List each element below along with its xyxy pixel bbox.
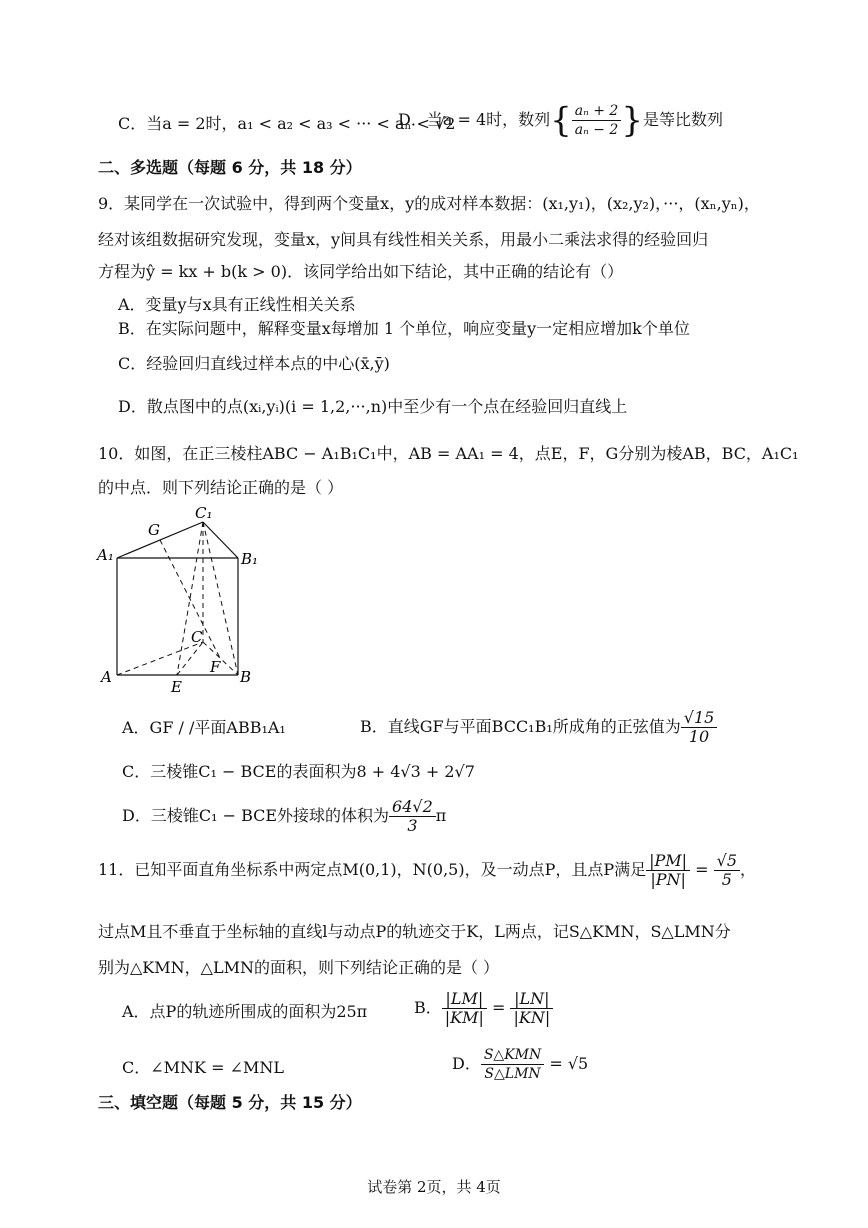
q9-option-a: A．变量y与x具有正线性相关关系 [118,295,356,314]
q10-option-b [360,709,717,746]
label-f: F [210,658,221,676]
q11-line-1-prefix: 11．已知平面直角坐标系中两定点M(0,1)，N(0,5)，及一动点P，且点P满足 [98,860,647,879]
section-3-heading: 三、填空题（每题 5 分，共 15 分） [98,1093,362,1112]
label-c: C [191,628,203,646]
q11-option-b [414,990,553,1027]
q11-ratio-right [714,852,740,889]
q10-option-b-numerator: √15 [681,709,718,728]
q11-ratio-right-den: 5 [721,870,732,889]
q11-option-b-right-num: |LN| [510,990,553,1009]
label-g: G [148,521,160,539]
segment-e-c [177,642,203,675]
label-b1: B₁ [241,550,259,568]
q11-ratio-left-num: |PM| [646,852,690,871]
q11-option-d-den: S△LMN [484,1066,541,1082]
q10-option-b-denominator: 10 [688,727,710,746]
q10-option-d-suffix: π [435,806,447,825]
q11-equals: = [690,860,714,879]
q11-line-2: 过点M且不垂直于坐标轴的直线l与动点P的轨迹交于K，L两点，记S△KMN，S△LMN分 [98,922,731,941]
q8-option-c: C．当a = 2时，a₁ < a₂ < a₃ < ··· < aₙ < √2 [118,114,456,133]
q10-option-a: A．GF / /平面ABB₁A₁ [122,718,286,737]
q8-option-d-fraction [572,102,622,139]
q10-option-d-numerator: 64√2 [389,798,436,817]
q11-option-d-fraction [481,1046,544,1083]
segment-c1-b [203,522,238,675]
q10-option-b-fraction [681,709,718,746]
q11-option-d-num: S△KMN [481,1046,544,1065]
left-brace: { [550,100,572,141]
q11-option-b-equals: = [486,998,511,1017]
q11-line-1 [98,852,756,889]
q10-option-b-prefix: B．直线GF与平面BCC₁B₁所成角的正弦值为 [360,717,681,736]
label-b: B [240,668,252,686]
q10-option-d [122,798,446,835]
q8-option-d-suffix: 是等比数列 [642,110,723,129]
page-footer: 试卷第 2页，共 4页 [367,1178,501,1196]
q11-line-3: 别为△KMN，△LMN的面积，则下列结论正确的是（ ） [98,958,500,977]
q11-option-d-suffix: = √5 [544,1054,589,1073]
label-c1: C₁ [195,504,213,522]
label-a1: A₁ [97,546,114,564]
q10-option-d-denominator: 3 [407,816,418,835]
q11-option-b-right [510,990,553,1027]
q8-option-d-numerator: aₙ + 2 [572,102,622,121]
q10-option-d-prefix: D．三棱锥C₁ − BCE外接球的体积为 [122,806,390,825]
q11-option-d-prefix: D． [452,1054,481,1073]
q9-line-2: 经对该组数据研究发现，变量x，y间具有线性相关关系，用最小二乘法求得的经验回归 [98,230,709,249]
q9-line-1: 9．某同学在一次试验中，得到两个变量x，y的成对样本数据：(x₁,y₁)，(x₂,y₂)，···，(xₙ,yₙ)， [98,194,760,213]
q10-line-2: 的中点．则下列结论正确的是（ ） [98,478,344,497]
label-e: E [171,678,182,696]
q11-option-b-left-den: |KM| [444,1008,484,1027]
q11-option-d [452,1046,588,1083]
q10-line-1: 10．如图，在正三棱柱ABC − A₁B₁C₁中，AB = AA₁ = 4，点E，F，G分别为棱AB，BC，A₁C₁ [98,444,799,463]
q11-option-b-left [442,990,487,1027]
q10-option-d-fraction [389,798,436,835]
q9-option-b: B．在实际问题中，解释变量x每增加 1 个单位，响应变量y一定相应增加k个单位 [118,319,690,338]
q11-line-1-suffix: ， [740,860,757,879]
edge-c-b [203,642,238,675]
q9-option-d: D．散点图中的点(xᵢ,yᵢ)(i = 1,2,···,n)中至少有一个点在经验回归直线上 [118,397,628,416]
q9-line-3: 方程为ŷ = kx + b(k > 0)．该同学给出如下结论，其中正确的结论有（） [98,262,624,281]
label-a: A [101,668,112,686]
right-brace: } [621,100,643,141]
edge-c1-b1 [203,522,238,558]
q11-option-c: C．∠MNK = ∠MNL [122,1058,284,1077]
prism-figure [95,500,275,700]
q10-option-c: C．三棱锥C₁ − BCE的表面积为8 + 4√3 + 2√7 [122,762,475,781]
q11-ratio-right-num: √5 [714,852,740,871]
q11-ratio-left [646,852,690,889]
section-2-heading: 二、多选题（每题 6 分，共 18 分） [98,158,362,177]
q11-option-b-prefix: B． [414,998,442,1017]
q9-option-c: C．经验回归直线过样本点的中心(x̄,ȳ) [118,354,390,373]
q8-option-d-prefix: D．当a = 4时，数列 [398,110,551,129]
q8-option-d-denominator: aₙ − 2 [574,122,619,138]
q11-option-b-right-den: |KN| [513,1008,551,1027]
q11-ratio-left-den: |PN| [650,870,686,889]
q11-option-b-left-num: |LM| [442,990,487,1009]
q8-option-d [398,102,723,139]
q11-option-a: A．点P的轨迹所围成的面积为25π [122,1002,368,1021]
